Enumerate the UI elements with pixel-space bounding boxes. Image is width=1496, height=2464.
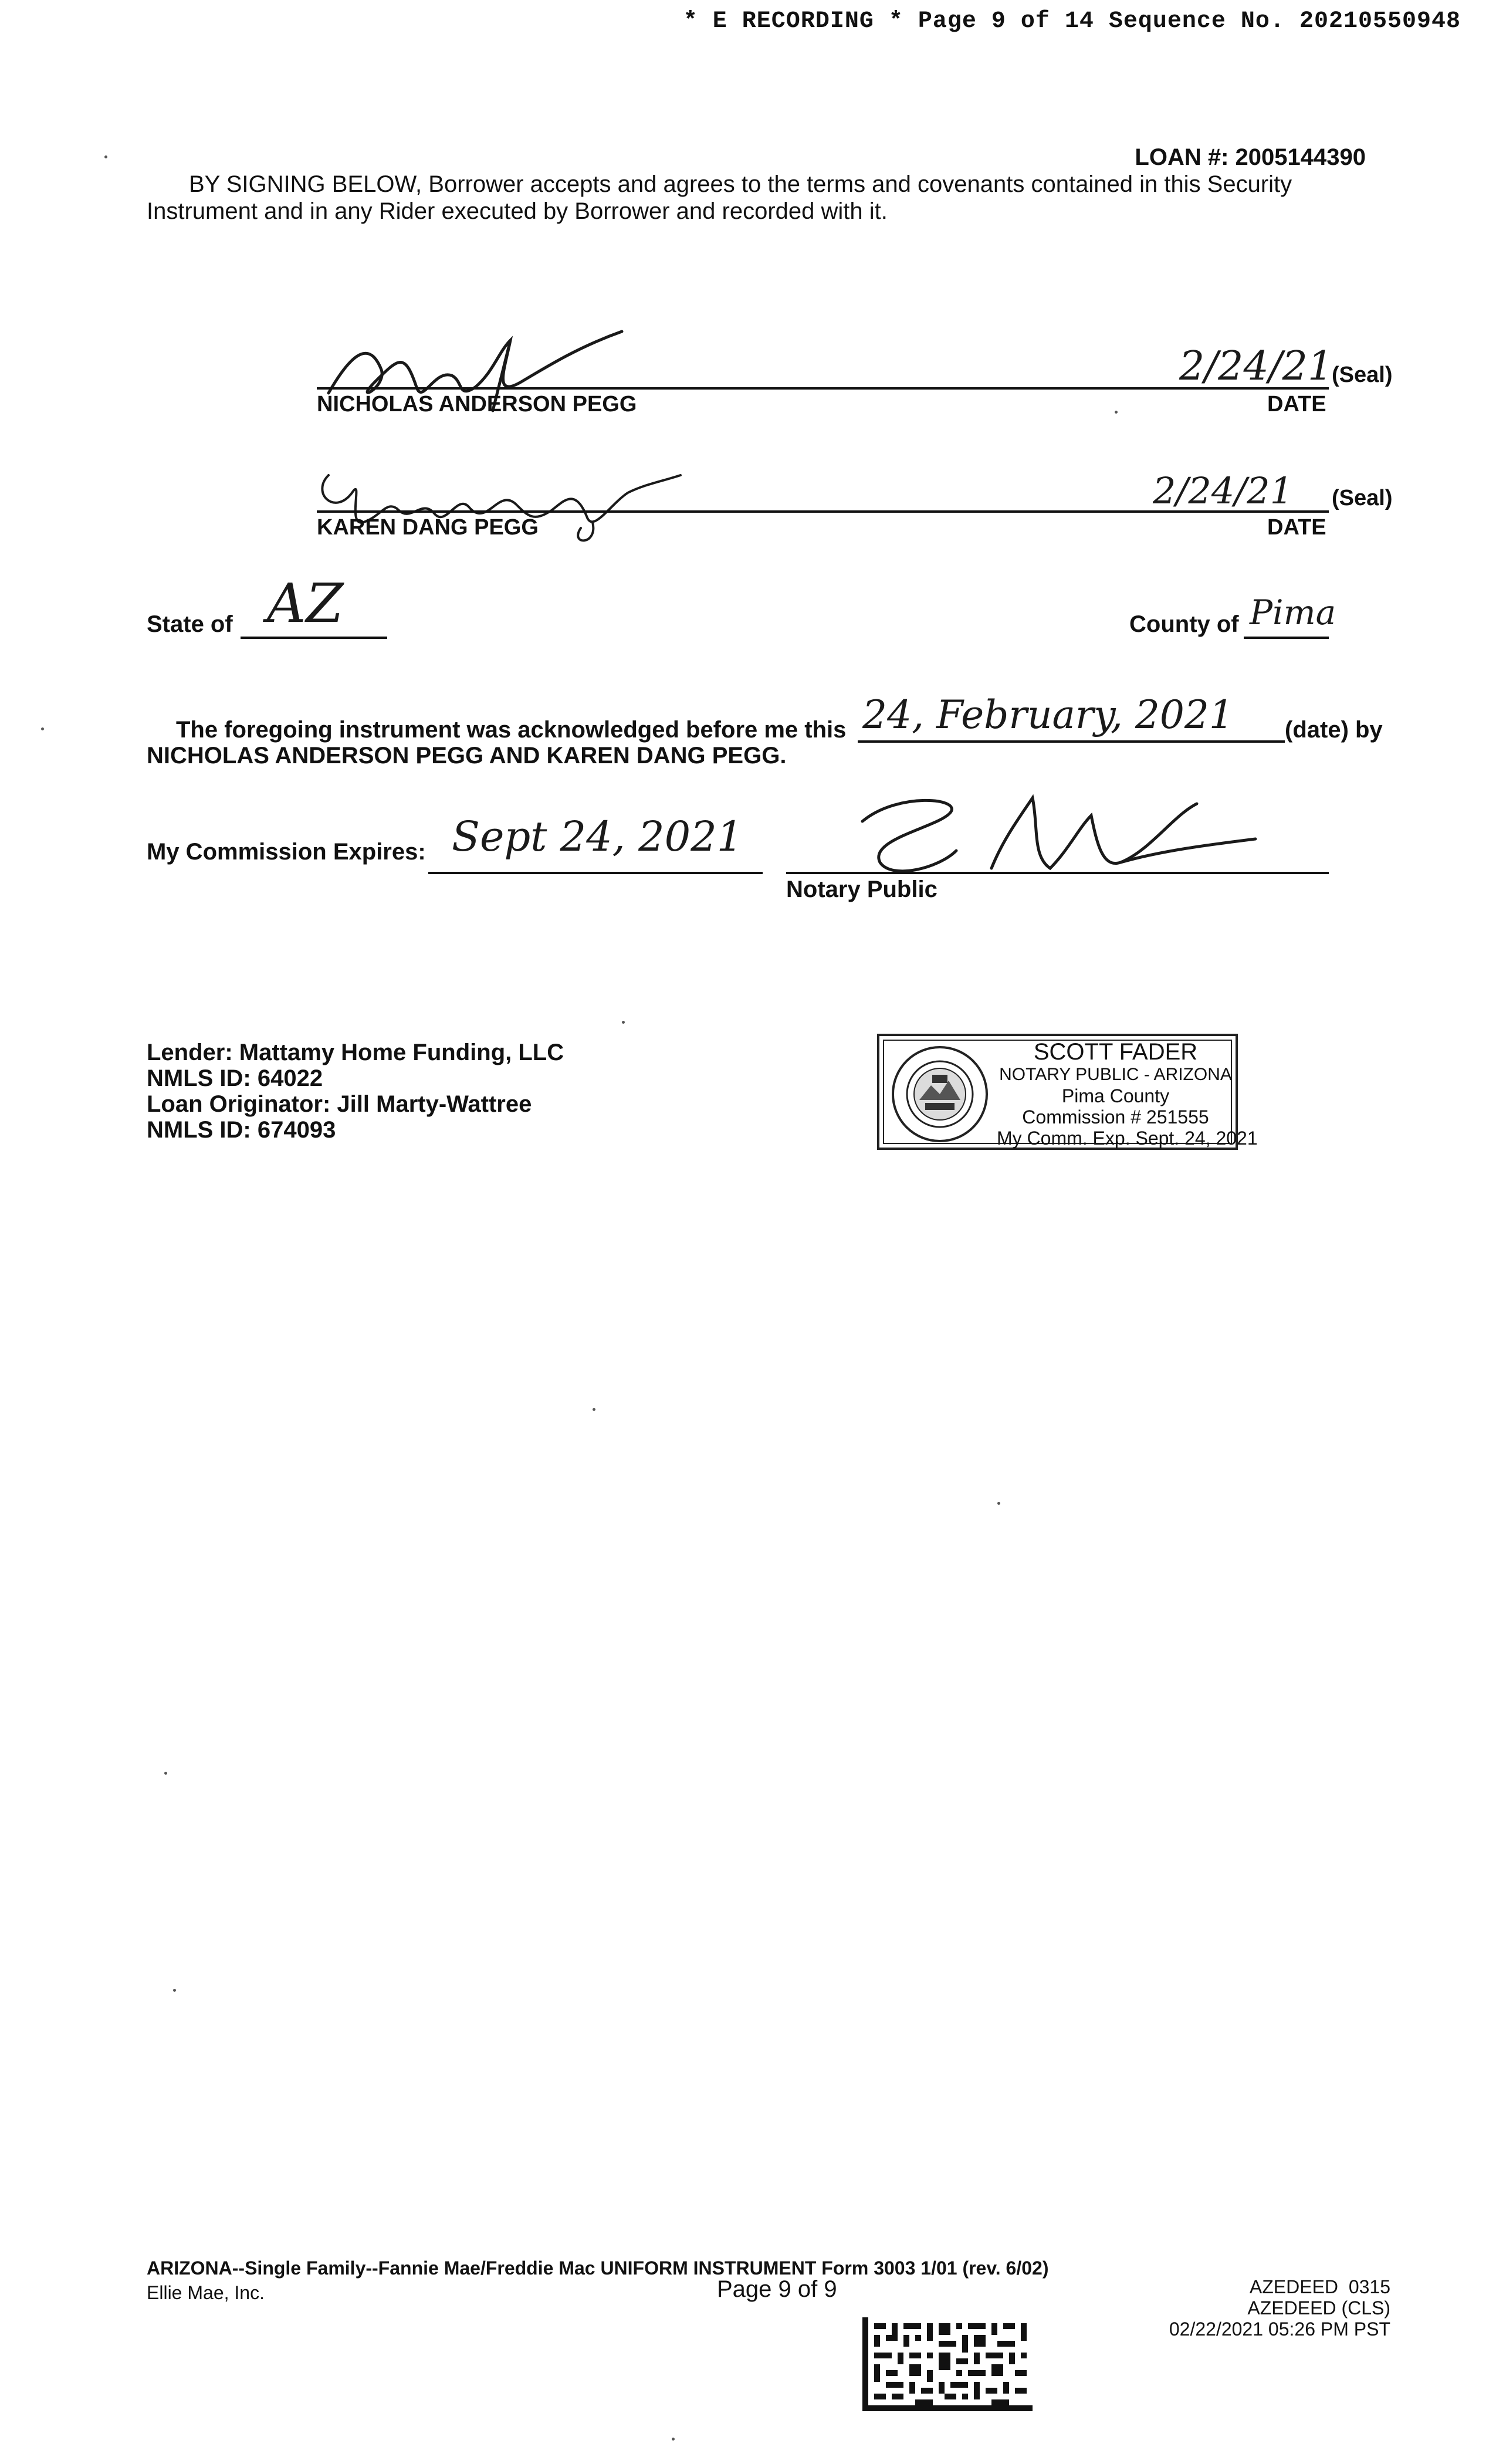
barcode-icon bbox=[862, 2317, 1033, 2411]
state-value: AZ bbox=[267, 572, 344, 635]
stamp-expires: My Comm. Exp. Sept. 24, 2021 bbox=[997, 1128, 1258, 1149]
notary-signature bbox=[845, 780, 1267, 886]
loan-originator: Loan Originator: Jill Marty-Wattree bbox=[147, 1091, 532, 1117]
notary-stamp bbox=[877, 1034, 1258, 1150]
scan-speck bbox=[164, 1772, 167, 1775]
footer-vendor: Ellie Mae, Inc. bbox=[147, 2282, 265, 2303]
stamp-notary-name: SCOTT FADER bbox=[1033, 1039, 1198, 1065]
acknowledgment-prefix: The foregoing instrument was acknowledged before me this bbox=[176, 717, 847, 743]
footer-page-number: Page 9 of 9 bbox=[717, 2276, 837, 2302]
scan-speck bbox=[41, 727, 44, 730]
loan-number: LOAN #: 2005144390 bbox=[1135, 144, 1366, 170]
footer-code-1: AZEDEED 0315 bbox=[1249, 2276, 1390, 2297]
scan-speck bbox=[1115, 411, 1118, 414]
originator-nmls: NMLS ID: 674093 bbox=[147, 1117, 336, 1143]
county-label: County of bbox=[1129, 611, 1239, 637]
notary-public-label: Notary Public bbox=[786, 876, 937, 902]
footer-timestamp: 02/22/2021 05:26 PM PST bbox=[1169, 2319, 1390, 2340]
scan-speck bbox=[997, 1502, 1000, 1505]
scan-speck bbox=[622, 1021, 625, 1024]
stamp-county: Pima County bbox=[1061, 1085, 1170, 1106]
notary-signature-line bbox=[786, 872, 1329, 874]
scan-speck bbox=[104, 155, 107, 158]
recording-header: * E RECORDING * Page 9 of 14 Sequence No. 20210550948 bbox=[683, 8, 1461, 35]
scan-speck bbox=[593, 1408, 595, 1411]
scan-speck bbox=[173, 1989, 176, 1992]
state-label: State of bbox=[147, 611, 233, 637]
acknowledgment-suffix: (date) by bbox=[1285, 717, 1383, 743]
borrower-2-name: KAREN DANG PEGG bbox=[317, 515, 539, 540]
scan-speck bbox=[672, 2438, 675, 2441]
borrower-2-seal: (Seal) bbox=[1332, 486, 1393, 510]
stamp-commission: Commission # 251555 bbox=[1022, 1106, 1209, 1128]
stamp-title: NOTARY PUBLIC - ARIZONA bbox=[999, 1065, 1232, 1084]
commission-label: My Commission Expires: bbox=[147, 839, 426, 865]
lender-block bbox=[147, 1040, 564, 1143]
county-value: Pima bbox=[1250, 593, 1336, 632]
borrower-1-signature-line bbox=[317, 387, 1329, 390]
borrower-1-name: NICHOLAS ANDERSON PEGG bbox=[317, 392, 637, 417]
intro-line-2: Instrument and in any Rider executed by Borrower and recorded with it. bbox=[147, 198, 888, 224]
borrower-1-seal: (Seal) bbox=[1332, 363, 1393, 387]
state-line bbox=[241, 637, 387, 639]
intro-line-1: BY SIGNING BELOW, Borrower accepts and agrees to the terms and covenants contained in this Security bbox=[189, 171, 1292, 197]
county-line bbox=[1244, 637, 1329, 639]
acknowledgment-date: 24, February, 2021 bbox=[862, 692, 1234, 737]
footer-form-line: ARIZONA--Single Family--Fannie Mae/Freddie Mac UNIFORM INSTRUMENT Form 3003 1/01 (rev. 6/02) bbox=[147, 2257, 1049, 2279]
lender-name: Lender: Mattamy Home Funding, LLC bbox=[147, 1040, 564, 1065]
acknowledgment-date-line bbox=[858, 740, 1285, 743]
borrower-2-date-label: DATE bbox=[1267, 515, 1326, 540]
lender-nmls: NMLS ID: 64022 bbox=[147, 1065, 323, 1091]
commission-value: Sept 24, 2021 bbox=[452, 813, 743, 861]
footer-code-2: AZEDEED (CLS) bbox=[1247, 2297, 1390, 2319]
arizona-seal-icon bbox=[890, 1044, 990, 1144]
borrower-1-date: 2/24/21 bbox=[1179, 343, 1333, 390]
footer-codes bbox=[1169, 2276, 1390, 2340]
acknowledgment-names: NICHOLAS ANDERSON PEGG AND KAREN DANG PEGG. bbox=[147, 743, 787, 769]
borrower-1-date-label: DATE bbox=[1267, 392, 1326, 417]
commission-line bbox=[428, 872, 763, 874]
borrower-2-date: 2/24/21 bbox=[1153, 469, 1294, 512]
